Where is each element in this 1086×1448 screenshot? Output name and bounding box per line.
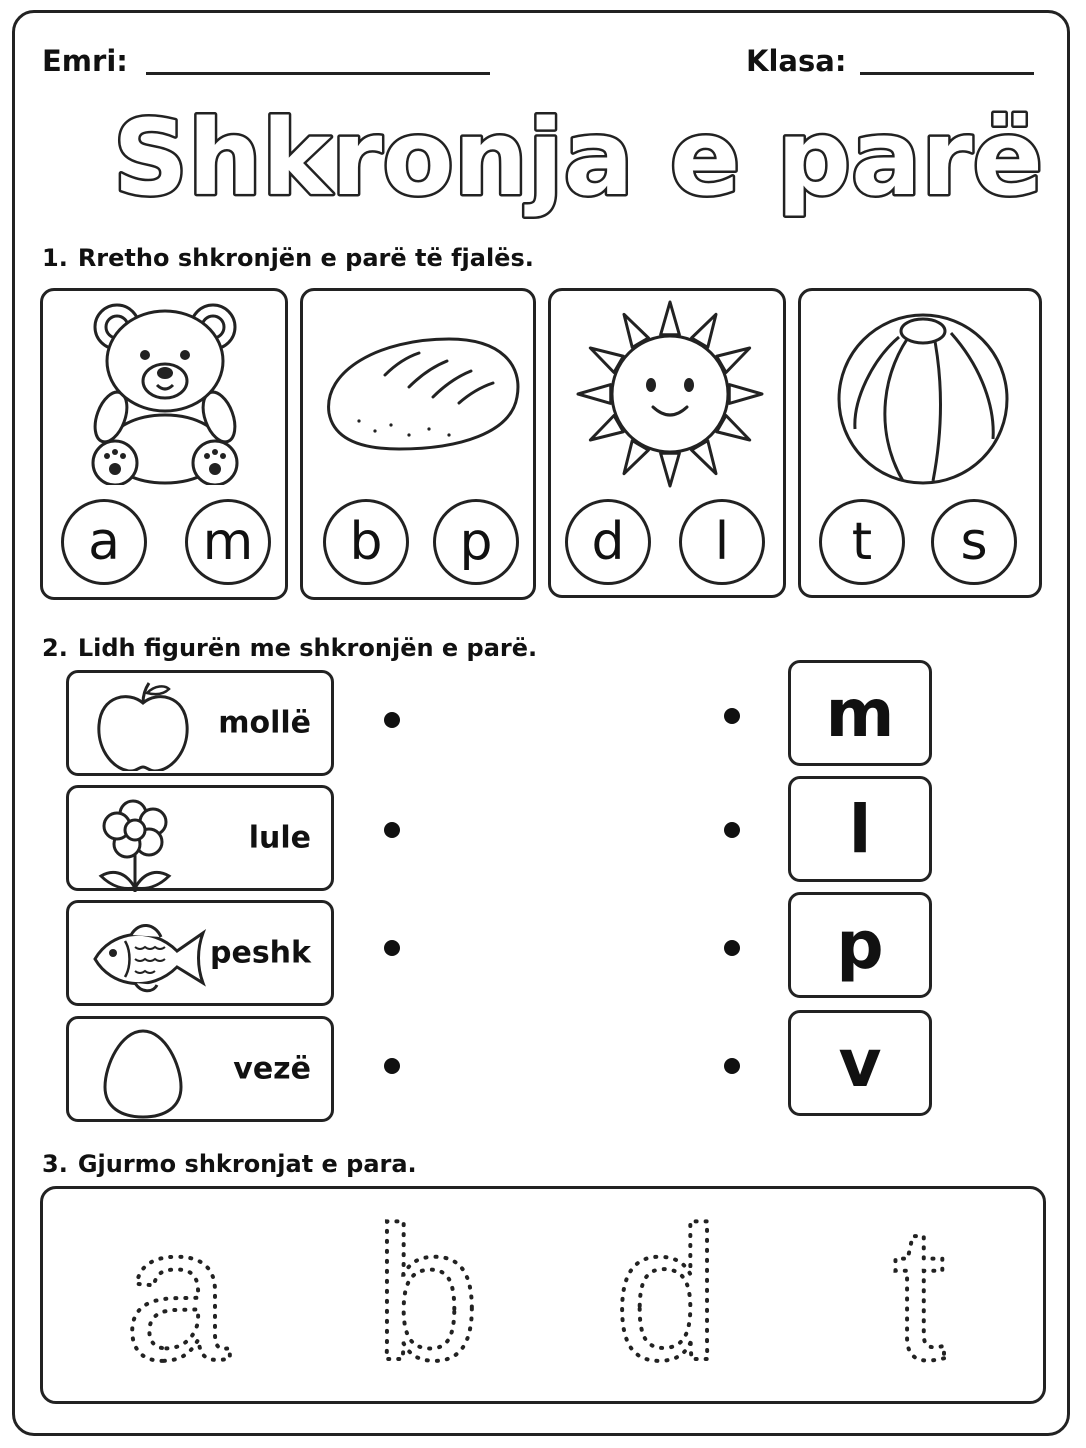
match-dot-right[interactable] xyxy=(724,940,740,956)
ball-icon xyxy=(833,309,1013,489)
section1-number: 1. xyxy=(42,244,68,272)
sun-icon xyxy=(575,299,765,489)
match-dot-left[interactable] xyxy=(384,1058,400,1074)
section1-instruction: Rretho shkronjën e parë të fjalës. xyxy=(77,244,534,272)
section2-number: 2. xyxy=(42,634,68,662)
trace-letter: b xyxy=(374,1189,480,1400)
flower-icon xyxy=(95,796,191,892)
section3-heading xyxy=(42,1150,417,1178)
match-word-row xyxy=(66,670,334,776)
letter-choice[interactable]: b xyxy=(323,499,409,585)
class-label: Klasa: xyxy=(746,44,847,78)
letter-choice[interactable]: s xyxy=(931,499,1017,585)
bread-icon xyxy=(319,331,523,455)
letter-choice[interactable]: t xyxy=(819,499,905,585)
card-sun xyxy=(548,288,786,598)
section3-number: 3. xyxy=(42,1150,68,1178)
card-bread xyxy=(300,288,536,600)
section2-instruction: Lidh figurën me shkronjën e parë. xyxy=(77,634,538,662)
class-field[interactable] xyxy=(860,72,1034,75)
sun-ray xyxy=(578,385,611,404)
letter-choice[interactable]: p xyxy=(433,499,519,585)
letter-choice[interactable]: l xyxy=(679,499,765,585)
letter-choice[interactable]: d xyxy=(565,499,651,585)
apple-icon xyxy=(95,681,191,771)
match-letter: m xyxy=(788,660,932,766)
match-dot-left[interactable] xyxy=(384,940,400,956)
sun-ray xyxy=(729,385,762,404)
match-dot-left[interactable] xyxy=(384,822,400,838)
match-word-row xyxy=(66,785,334,891)
card-teddy-bear xyxy=(40,288,288,600)
name-field[interactable] xyxy=(146,72,490,75)
match-word: vezë xyxy=(233,1051,311,1087)
match-word: peshk xyxy=(210,935,311,971)
section2-heading xyxy=(42,634,537,662)
match-word: mollë xyxy=(218,705,311,741)
section3-instruction: Gjurmo shkronjat e para. xyxy=(77,1150,417,1178)
trace-letter: a xyxy=(124,1189,230,1400)
page-title xyxy=(108,88,1048,228)
teddy-bear-icon xyxy=(85,299,245,485)
match-word: lule xyxy=(248,820,311,856)
letter-choice[interactable]: a xyxy=(61,499,147,585)
section1-heading xyxy=(42,244,534,272)
title-text: Shkronja e parë xyxy=(112,97,1044,219)
tracing-area[interactable] xyxy=(40,1186,1046,1404)
match-dot-right[interactable] xyxy=(724,1058,740,1074)
match-dot-right[interactable] xyxy=(724,822,740,838)
name-label: Emri: xyxy=(42,44,128,78)
sun-ray xyxy=(661,453,680,486)
match-letter: l xyxy=(788,776,932,882)
trace-letter: t xyxy=(892,1189,946,1400)
fish-icon xyxy=(91,911,211,1001)
trace-letter: d xyxy=(614,1189,720,1400)
match-letter: v xyxy=(788,1010,932,1116)
letter-choice[interactable]: m xyxy=(185,499,271,585)
match-word-row xyxy=(66,1016,334,1122)
sun-ray xyxy=(661,302,680,335)
match-dot-right[interactable] xyxy=(724,708,740,724)
egg-icon xyxy=(95,1027,191,1121)
tracing-letters xyxy=(43,1189,1043,1401)
match-dot-left[interactable] xyxy=(384,712,400,728)
card-ball xyxy=(798,288,1042,598)
match-word-row xyxy=(66,900,334,1006)
match-letter: p xyxy=(788,892,932,998)
